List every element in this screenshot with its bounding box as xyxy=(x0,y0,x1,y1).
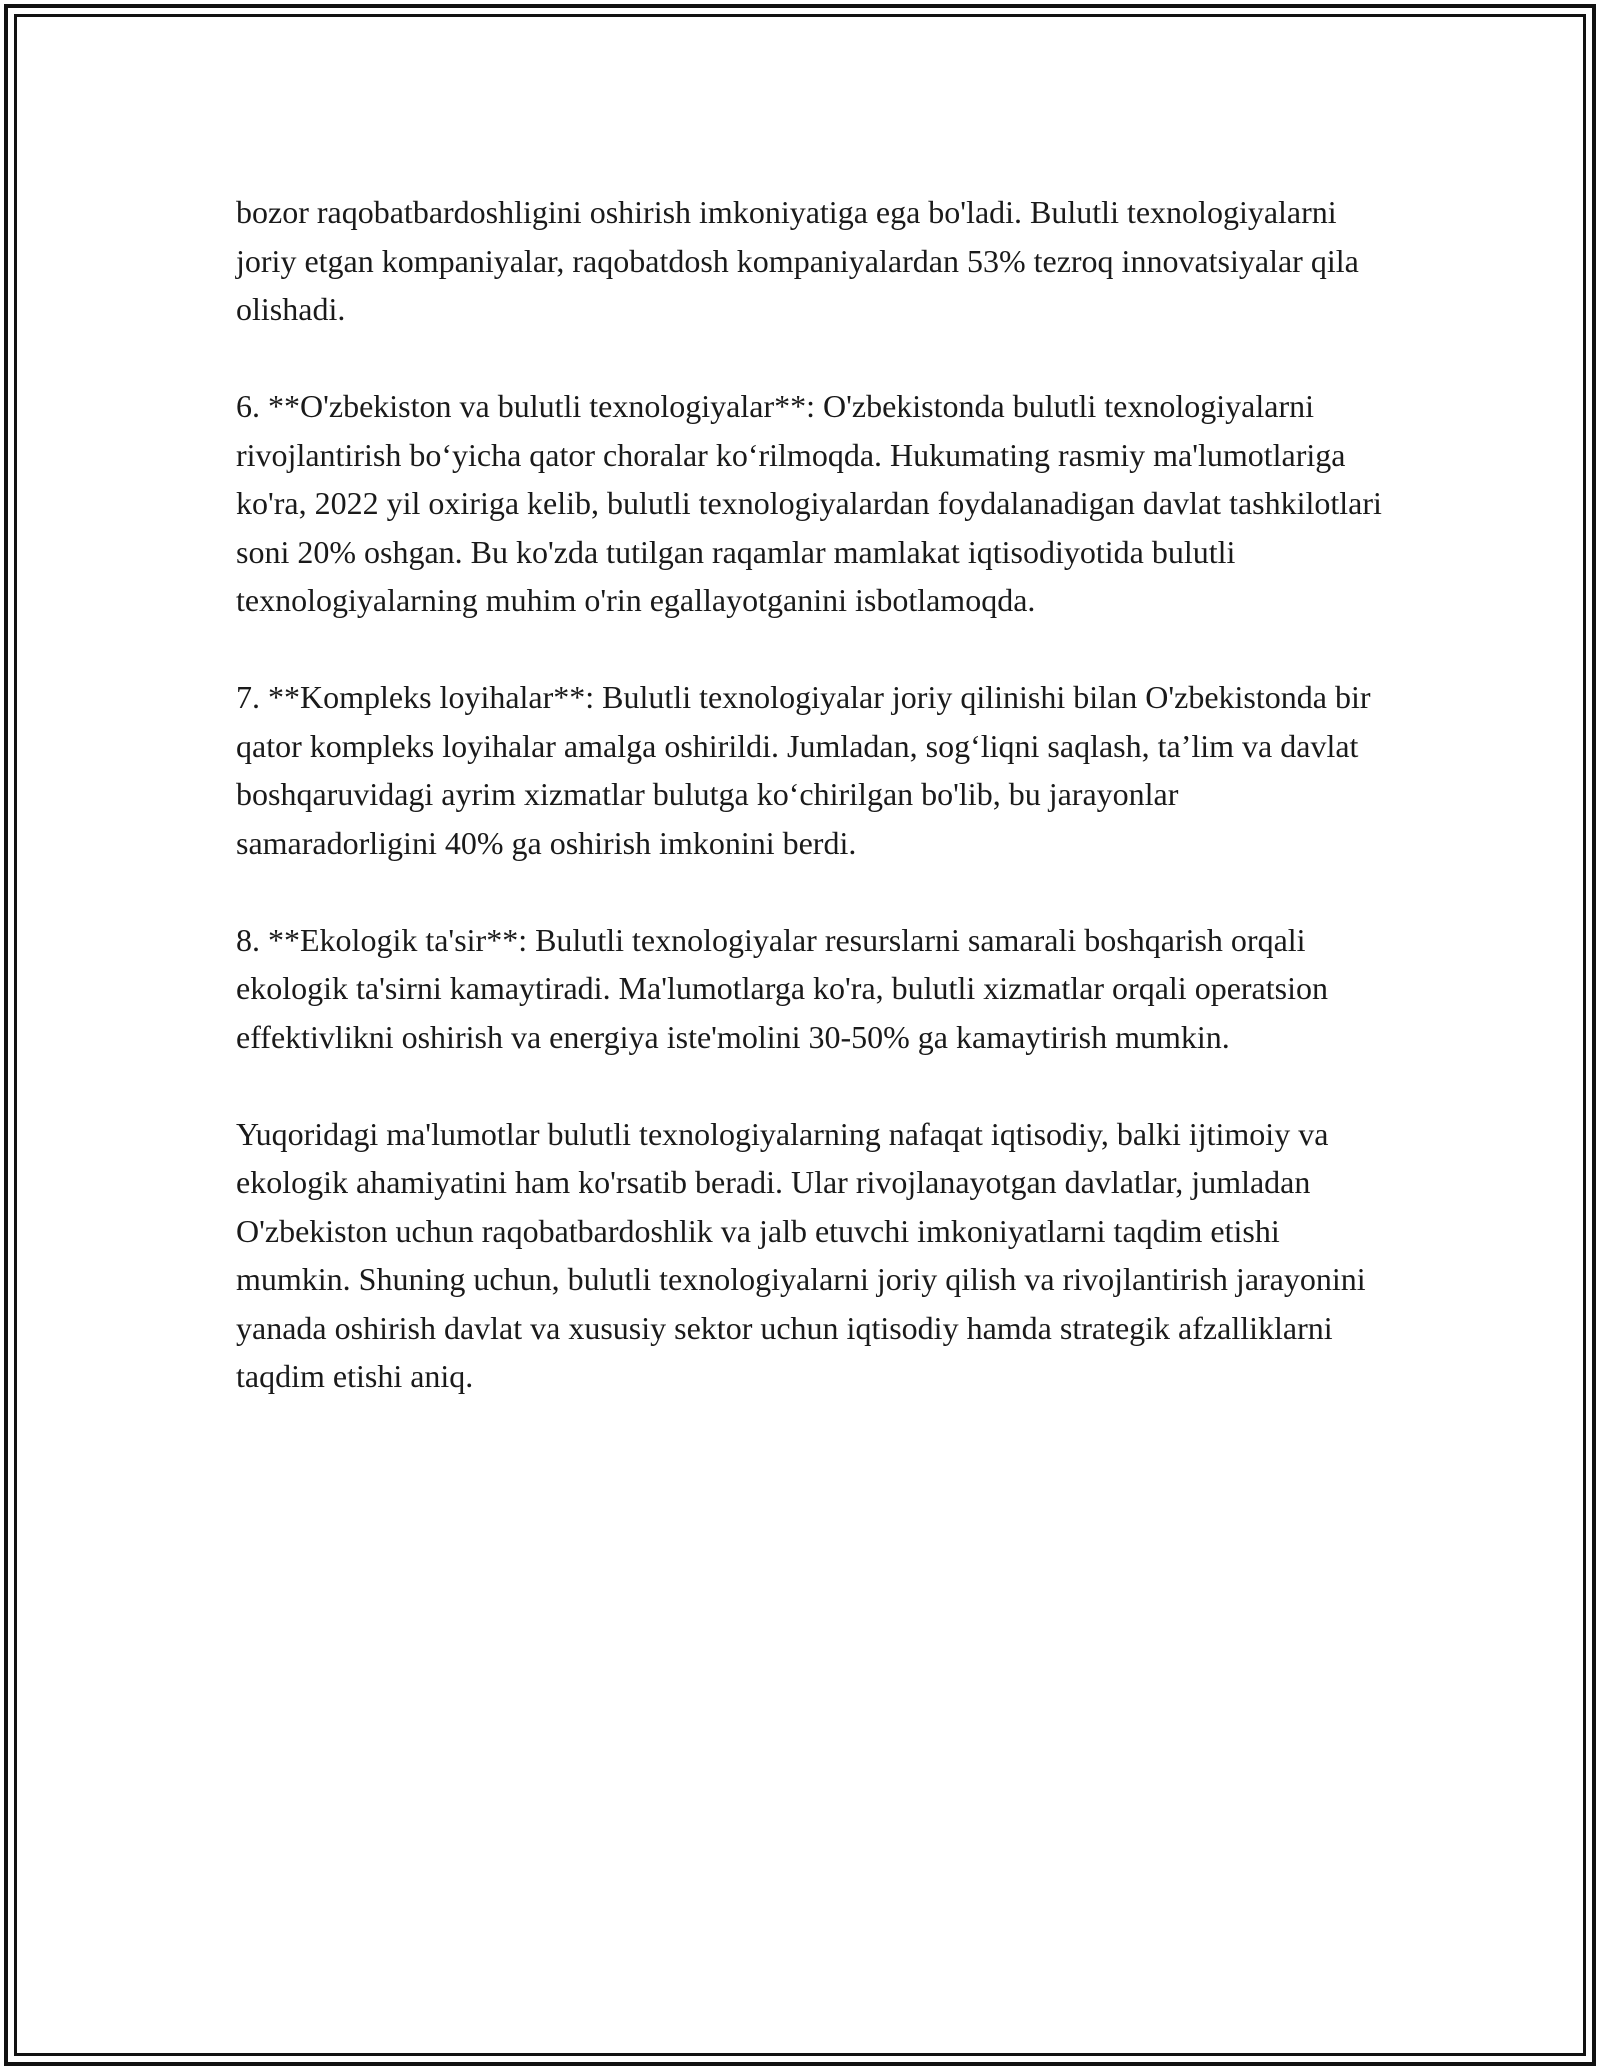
paragraph-item-8: 8. **Ekologik ta'sir**: Bulutli texnologiyalar resurslarni samarali boshqarish orqali ekologik ta'sirni kamaytiradi. Ma'lumotlarga ko'ra, bulutli xizmatlar orqali operatsion effektivlikni oshirish va energiya iste'molini 30-50% ga kamaytirish mumkin. xyxy=(236,921,1328,1055)
paragraph-item-7: 7. **Kompleks loyihalar**: Bulutli texnologiyalar joriy qilinishi bilan O'zbekistonda bir qator kompleks loyihalar amalga oshirildi. Jumladan, sog‘liqni saqlash, ta’lim va davlat boshqaruvidagi ayrim xizmatlar bulutga ko‘chirilgan bo'lib, bu jarayonlar samaradorligini 40% ga oshirish imkonini berdi. xyxy=(236,679,1371,861)
document-body xyxy=(236,188,1386,1401)
paragraph-conclusion: Yuqoridagi ma'lumotlar bulutli texnologiyalarning nafaqat iqtisodiy, balki ijtimoiy va ekologik ahamiyatini ham ko'rsatib beradi. Ular rivojlanayotgan davlatlar, jumladan O'zbekiston uchun raqobatbardoshlik va jalb etuvchi imkoniyatlarni taqdim etishi mumkin. Shuning uchun, bulutli texnologiyalarni joriy qilish va rivojlantirish jarayonini yanada oshirish davlat va xususiy sektor uchun iqtisodiy hamda strategik afzalliklarni taqdim etishi aniq. xyxy=(236,1115,1366,1394)
paragraph-item-6: 6. **O'zbekiston va bulutli texnologiyalar**: O'zbekistonda bulutli texnologiyalarni rivojlantirish bo‘yicha qator choralar ko‘rilmoqda. Hukumating rasmiy ma'lumotlariga ko'ra, 2022 yil oxiriga kelib, bulutli texnologiyalardan foydalanadigan davlat tashkilotlari soni 20% oshgan. Bu ko'zda tutilgan raqamlar mamlakat iqtisodiyotida bulutli texnologiyalarning muhim o'rin egallayotganini isbotlamoqda. xyxy=(236,388,1382,618)
paragraph-intro-continuation: bozor raqobatbardoshligini oshirish imkoniyatiga ega bo'ladi. Bulutli texnologiyalarni joriy etgan kompaniyalar, raqobatdosh kompaniyalardan 53% tezroq innovatsiyalar qila olishadi. xyxy=(236,194,1359,327)
